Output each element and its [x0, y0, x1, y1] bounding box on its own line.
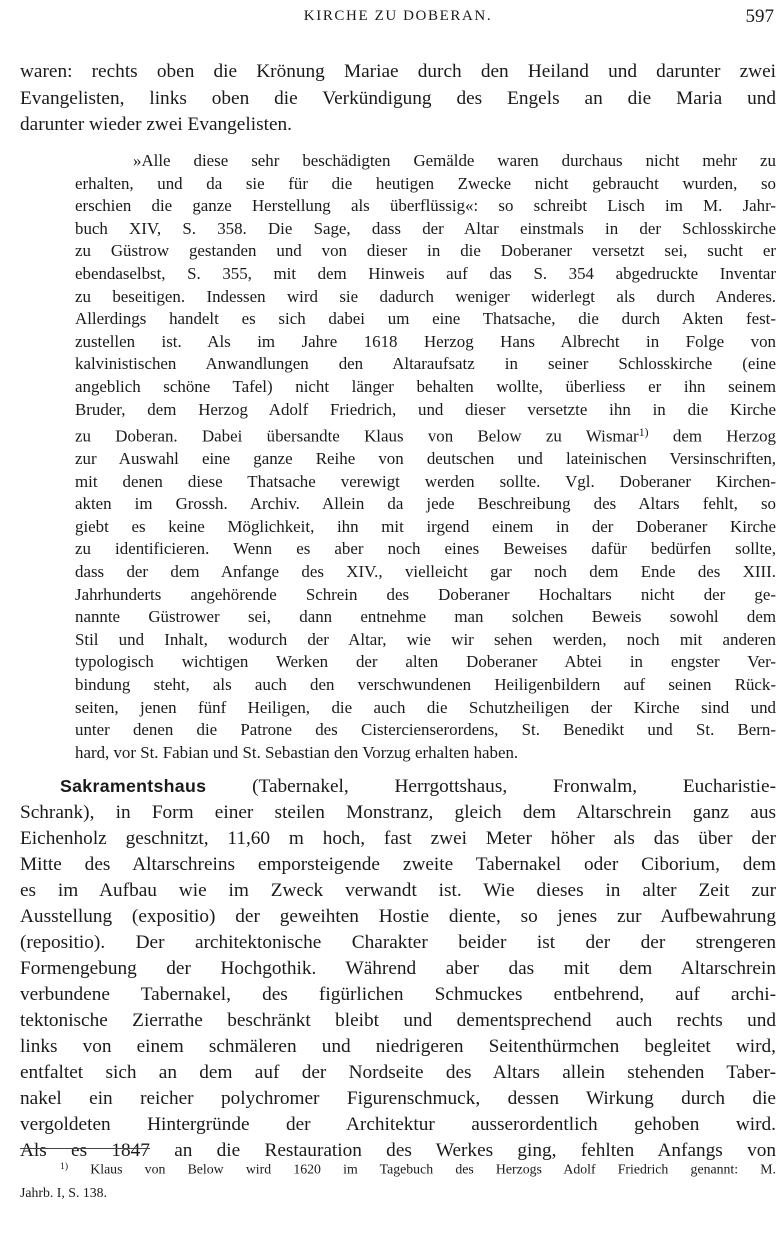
text-line: Stil und Inhalt, wodurch der Altar, wie wir sehen werden, noch mit anderen — [75, 629, 776, 649]
text-line: nannte Güstrower sei, dann entnehme man solchen Beweis sowohl dem — [75, 607, 776, 627]
text-line: dass der dem Anfange des XIV., vielleicht gar noch dem Ende des XIII. — [75, 562, 776, 581]
running-title: KIRCHE ZU DOBERAN. — [303, 8, 493, 24]
text-line: kalvinistischen Anwandlungen den Altaraufsatz in seiner Schlosskirche (eine — [75, 354, 776, 374]
text-line: Schrank), in Form einer steilen Monstranz, gleich dem Altarschrein ganz aus — [20, 802, 776, 823]
text-line: Bruder, dem Herzog Adolf Friedrich, und dieser versetzte ihn in die Kirche — [75, 399, 776, 419]
text-line: akten im Grossh. Archiv. Allein da jede Beschreibung des Altars fehlt, so — [75, 494, 776, 514]
text-line: es im Aufbau wie im Zweck verwandt ist. Wie dieses in alter Zeit zur — [20, 880, 776, 901]
text-line: hard, vor St. Fabian und St. Sebastian den Vorzug erhalten haben. — [75, 742, 519, 762]
text-line: Eichenholz geschnitzt, 11,60 m hoch, fast zwei Meter höher als das über der — [20, 828, 776, 849]
text-line: ebendaselbst, S. 355, mit dem Hinweis auf das S. 354 abgedruckte Inventar — [75, 263, 776, 283]
text-line: Evangelisten, links oben die Verkündigung des Engels an die Maria und — [20, 87, 776, 109]
page-header — [20, 4, 776, 32]
text-line: nakel ein reicher polychromer Figurenschmuck, dessen Wirkung durch die — [20, 1088, 776, 1109]
text-line: mit denen diese Thatsache verewigt werden sollte. Vgl. Doberaner Kirchen- — [75, 471, 776, 491]
text-line: giebt es keine Möglichkeit, ihn mit irgend einem in der Doberaner Kirche — [75, 516, 776, 536]
line-text: (Tabernakel, Herrgottshaus, Fronwalm, Eucharistie- — [252, 776, 776, 797]
text-line: typologisch wichtigen Werken der alten Doberaner Abtei in engster Ver- — [75, 652, 776, 672]
text-line: Als es 1847 an die Restauration des Werkes ging, fehlten Anfangs von — [20, 1140, 776, 1161]
text-line: vergoldeten Hintergründe der Architektur ausserordentlich gehoben wird. — [20, 1114, 776, 1135]
text-line: bindung steht, als auch den verschwundenen Heiligenbildern auf seinen Rück- — [75, 674, 776, 694]
line-text: zu Doberan. Dabei übersandte Klaus von Below zu Wismar — [75, 426, 639, 446]
text-line: zustellen ist. Als im Jahre 1618 Herzog Hans Albrecht in Folge von — [75, 331, 776, 351]
text-line: erschien die ganze Herstellung als überflüssig«: so schreibt Lisch im M. Jahr- — [75, 196, 776, 216]
section-lead-term: Sakramentshaus — [60, 776, 207, 796]
footnote-marker: 1) — [60, 1161, 69, 1172]
text-line-with-footnote — [75, 421, 776, 448]
text-line: Ausstellung (expositio) der geweihten Hostie diente, so jenes zur Aufbewahrung — [20, 906, 776, 927]
text-line: buch XIV, S. 358. Die Sage, dass der Altar einstmals in der Schlosskirche — [75, 218, 776, 238]
text-line: unter denen die Patrone des Cistercienserordens, St. Benedikt und St. Bern- — [75, 720, 776, 740]
footnote-text: Klaus von Below wird 1620 im Tagebuch des Herzogs Adolf Friedrich genannt: M. — [90, 1161, 776, 1177]
text-line: Formengebung der Hochgothik. Während aber das mit dem Altarschrein — [20, 958, 776, 979]
line-text-end: dem Herzog — [672, 426, 776, 446]
footnote-line — [20, 1155, 776, 1181]
footnote-separator — [20, 1148, 150, 1149]
text-line: seiten, jenen fünf Heiligen, die auch die Schutzheiligen der Kirche sind und — [75, 697, 776, 717]
text-line: Allerdings handelt es sich dabei um eine Thatsache, die durch Akten fest- — [75, 309, 776, 329]
text-line: zu identificieren. Wenn es aber noch eines Beweises dafür bedürfen sollte, — [75, 539, 776, 559]
footnote — [20, 1155, 776, 1205]
text-line: Mitte des Altarschreins emporsteigende zweite Tabernakel oder Ciborium, dem — [20, 854, 776, 875]
text-line: entfaltet sich an dem auf der Nordseite des Altars allein stehenden Taber- — [20, 1062, 776, 1083]
text-line: darunter wieder zwei Evangelisten. — [20, 114, 292, 135]
text-line: (repositio). Der architektonische Charakter beider ist der der strengeren — [20, 932, 776, 953]
text-line: zu Güstrow gestanden und von dieser in die Doberaner versetzt sei, sucht er — [75, 241, 776, 261]
intro-paragraph — [20, 59, 776, 139]
text-line: waren: rechts oben die Krönung Mariae durch den Heiland und darunter zwei — [20, 61, 776, 82]
text-line: verbundene Tabernakel, des figürlichen Schmuckes entbehrend, auf archi- — [20, 984, 776, 1005]
text-line: erhalten, und da sie für die heutigen Zwecke nicht gebraucht wurden, so — [75, 173, 776, 193]
text-line: tektonische Zierrathe beschränkt bleibt und dementsprechend auch rechts und — [20, 1010, 776, 1031]
text-line: Jahrhunderts angehörende Schrein des Doberaner Hochaltars nicht der ge- — [75, 584, 776, 604]
text-line — [20, 773, 776, 800]
footnote-line: Jahrb. I, S. 138. — [20, 1185, 107, 1201]
text-line: angeblich schöne Tafel) nicht länger behalten wollte, überliess er ihn seinem — [75, 376, 776, 396]
text-line: links von einem schmäleren und niedrigeren Seitenthürmchen begleitet wird, — [20, 1036, 776, 1057]
footnote-reference: 1) — [638, 425, 649, 440]
quotation-paragraph — [75, 150, 776, 764]
text-line: zu beseitigen. Indessen wird sie dadurch weniger widerlegt als durch Anderes. — [75, 286, 776, 306]
text-line: »Alle diese sehr beschädigten Gemälde waren durchaus nicht mehr zu — [133, 151, 776, 170]
sakramentshaus-paragraph — [20, 773, 776, 1164]
text-line: zur Auswahl eine ganze Reihe von deutschen und lateinischen Versinschriften, — [75, 449, 776, 469]
page-number: 597 — [745, 6, 774, 27]
